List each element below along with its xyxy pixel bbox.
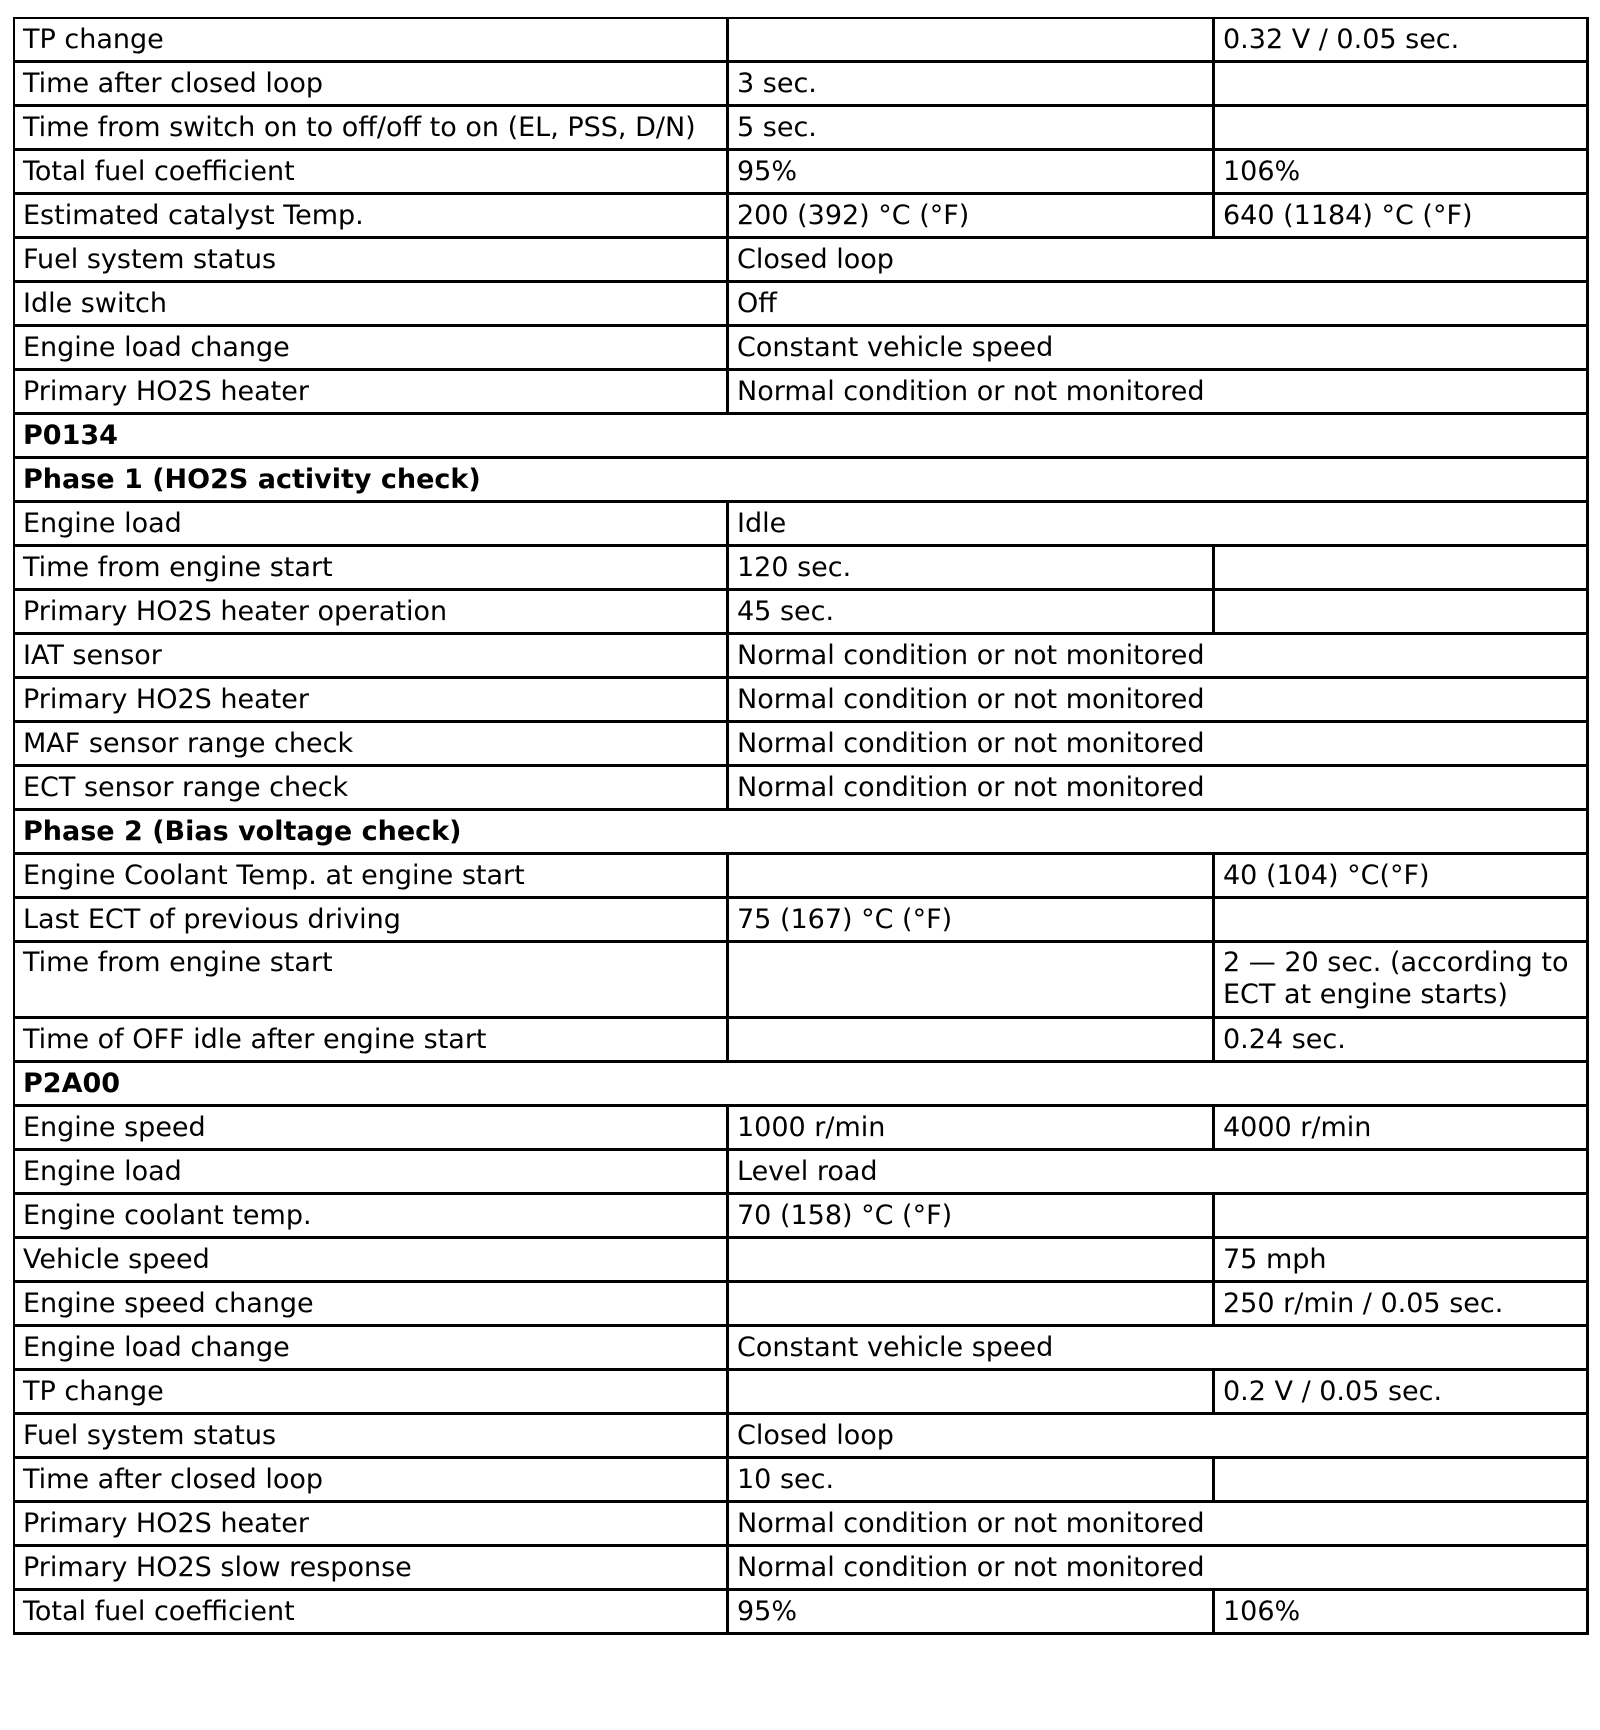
maximum-value [1214,590,1588,634]
condition-label: Idle switch [14,282,728,326]
condition-value: Off [728,282,1588,326]
condition-label: Primary HO2S heater operation [14,590,728,634]
maximum-value: 4000 r/min [1214,1106,1588,1150]
condition-label: TP change [14,18,728,62]
maximum-value: 106% [1214,1590,1588,1634]
condition-value: Normal condition or not monitored [728,1502,1588,1546]
condition-label: IAT sensor [14,634,728,678]
minimum-value: 3 sec. [728,62,1214,106]
section-header: P2A00 [14,1062,1588,1106]
table-row [14,1502,1588,1546]
minimum-value: 120 sec. [728,546,1214,590]
condition-label: Time from switch on to off/off to on (EL, PSS, D/N) [14,106,728,150]
section-header-row [14,810,1588,854]
condition-value: Idle [728,502,1588,546]
condition-label: Engine speed [14,1106,728,1150]
condition-value: Normal condition or not monitored [728,678,1588,722]
table-row [14,18,1588,62]
table-row [14,194,1588,238]
maximum-value: 75 mph [1214,1238,1588,1282]
maximum-value: 0.2 V / 0.05 sec. [1214,1370,1588,1414]
condition-value: Constant vehicle speed [728,1326,1588,1370]
table-row [14,1458,1588,1502]
table-row [14,678,1588,722]
condition-label: Primary HO2S heater [14,370,728,414]
maximum-value: 640 (1184) °C (°F) [1214,194,1588,238]
maximum-value: 250 r/min / 0.05 sec. [1214,1282,1588,1326]
maximum-value: 40 (104) °C(°F) [1214,854,1588,898]
condition-label: Engine speed change [14,1282,728,1326]
table-row [14,898,1588,942]
minimum-value [728,18,1214,62]
minimum-value [728,1238,1214,1282]
section-header: Phase 1 (HO2S activity check) [14,458,1588,502]
table-row [14,1150,1588,1194]
condition-label: Last ECT of previous driving [14,898,728,942]
table-row [14,942,1588,1018]
table-row [14,1106,1588,1150]
condition-value: Normal condition or not monitored [728,370,1588,414]
table-row [14,150,1588,194]
document-page [13,17,1587,1635]
condition-label: Fuel system status [14,1414,728,1458]
maximum-value: 2 — 20 sec. (according to ECT at engine starts) [1214,942,1588,1018]
condition-label: Estimated catalyst Temp. [14,194,728,238]
condition-label: ECT sensor range check [14,766,728,810]
table-row [14,590,1588,634]
table-row [14,238,1588,282]
table-row [14,1546,1588,1590]
table-row [14,546,1588,590]
table-row [14,722,1588,766]
conditions-table [13,17,1589,1635]
condition-label: Total fuel coefficient [14,150,728,194]
table-row [14,1194,1588,1238]
minimum-value: 45 sec. [728,590,1214,634]
condition-label: Engine Coolant Temp. at engine start [14,854,728,898]
minimum-value: 95% [728,1590,1214,1634]
minimum-value [728,942,1214,1018]
condition-label: MAF sensor range check [14,722,728,766]
table-row [14,1414,1588,1458]
table-row [14,326,1588,370]
section-header-row [14,1062,1588,1106]
maximum-value [1214,106,1588,150]
table-row [14,1370,1588,1414]
table-row [14,766,1588,810]
condition-label: Time after closed loop [14,62,728,106]
condition-label: Engine coolant temp. [14,1194,728,1238]
minimum-value: 5 sec. [728,106,1214,150]
maximum-value [1214,898,1588,942]
condition-label: Fuel system status [14,238,728,282]
condition-label: Engine load change [14,1326,728,1370]
table-row [14,370,1588,414]
condition-value: Level road [728,1150,1588,1194]
table-row [14,854,1588,898]
table-row [14,502,1588,546]
condition-value: Normal condition or not monitored [728,722,1588,766]
condition-label: Primary HO2S slow response [14,1546,728,1590]
condition-value: Constant vehicle speed [728,326,1588,370]
conditions-table-body [14,18,1588,1634]
table-row [14,282,1588,326]
condition-value: Closed loop [728,1414,1588,1458]
condition-value: Normal condition or not monitored [728,766,1588,810]
minimum-value: 75 (167) °C (°F) [728,898,1214,942]
maximum-value: 0.32 V / 0.05 sec. [1214,18,1588,62]
section-header: Phase 2 (Bias voltage check) [14,810,1588,854]
table-row [14,1018,1588,1062]
condition-label: Time after closed loop [14,1458,728,1502]
condition-label: Engine load [14,502,728,546]
table-row [14,106,1588,150]
condition-label: Time from engine start [14,942,728,1018]
section-header-row [14,458,1588,502]
section-header: P0134 [14,414,1588,458]
condition-value: Normal condition or not monitored [728,1546,1588,1590]
minimum-value [728,1282,1214,1326]
minimum-value [728,854,1214,898]
condition-label: Total fuel coefficient [14,1590,728,1634]
condition-label: Primary HO2S heater [14,678,728,722]
condition-label: Time of OFF idle after engine start [14,1018,728,1062]
minimum-value: 1000 r/min [728,1106,1214,1150]
maximum-value [1214,62,1588,106]
minimum-value: 95% [728,150,1214,194]
minimum-value: 70 (158) °C (°F) [728,1194,1214,1238]
table-row [14,634,1588,678]
condition-label: Vehicle speed [14,1238,728,1282]
condition-value: Closed loop [728,238,1588,282]
table-row [14,1238,1588,1282]
maximum-value: 0.24 sec. [1214,1018,1588,1062]
condition-label: TP change [14,1370,728,1414]
maximum-value [1214,1458,1588,1502]
condition-label: Primary HO2S heater [14,1502,728,1546]
section-header-row [14,414,1588,458]
minimum-value [728,1018,1214,1062]
table-row [14,1326,1588,1370]
condition-label: Engine load [14,1150,728,1194]
condition-label: Engine load change [14,326,728,370]
maximum-value [1214,546,1588,590]
condition-label: Time from engine start [14,546,728,590]
condition-value: Normal condition or not monitored [728,634,1588,678]
minimum-value [728,1370,1214,1414]
maximum-value: 106% [1214,150,1588,194]
table-row [14,1282,1588,1326]
minimum-value: 10 sec. [728,1458,1214,1502]
table-row [14,1590,1588,1634]
minimum-value: 200 (392) °C (°F) [728,194,1214,238]
maximum-value [1214,1194,1588,1238]
table-row [14,62,1588,106]
